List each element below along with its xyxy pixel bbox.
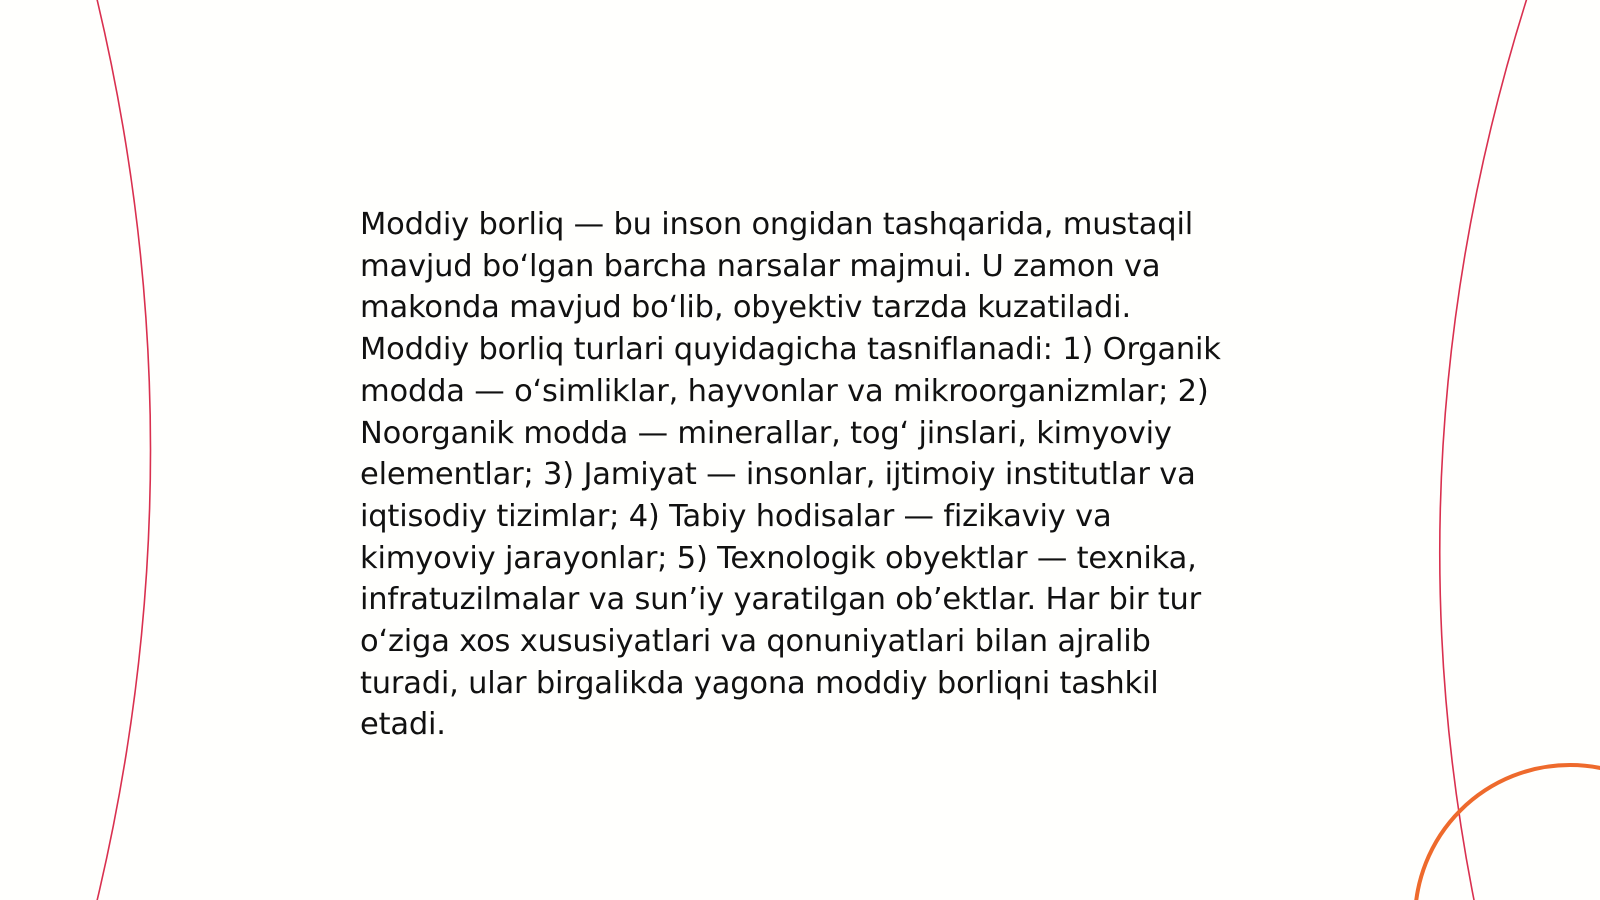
body-paragraph: Moddiy borliq — bu inson ongidan tashqarida, mustaqil mavjud bo‘lgan barcha narsalar majmui. U zamon va makonda mavjud bo‘lib, obyektiv tarzda kuzatiladi. Moddiy borliq turlari quyidagicha tasniflanadi: 1) Organik modda — o‘simliklar, hayvonlar va mikroorganizmlar; 2) Noorganik modda — minerallar, tog‘ jinslari, kimyoviy elementlar; 3) Jamiyat — insonlar, ijtimoiy institutlar va iqtisodiy tizimlar; 4) Tabiy hodisalar — fizikaviy va kimyoviy jarayonlar; 5) Texnologik obyektlar — texnika, infratuzilmalar va sun’iy yaratilgan ob’ektlar. Har bir tur o‘ziga xos xususiyatlari va qonuniyatlari bilan ajralib turadi, ular birgalikda yagona moddiy borliqni tashkil etadi. [360, 207, 1221, 743]
right-curve-line [1440, 0, 1528, 900]
orange-arc [1415, 765, 1600, 900]
left-curve-line [96, 0, 151, 900]
